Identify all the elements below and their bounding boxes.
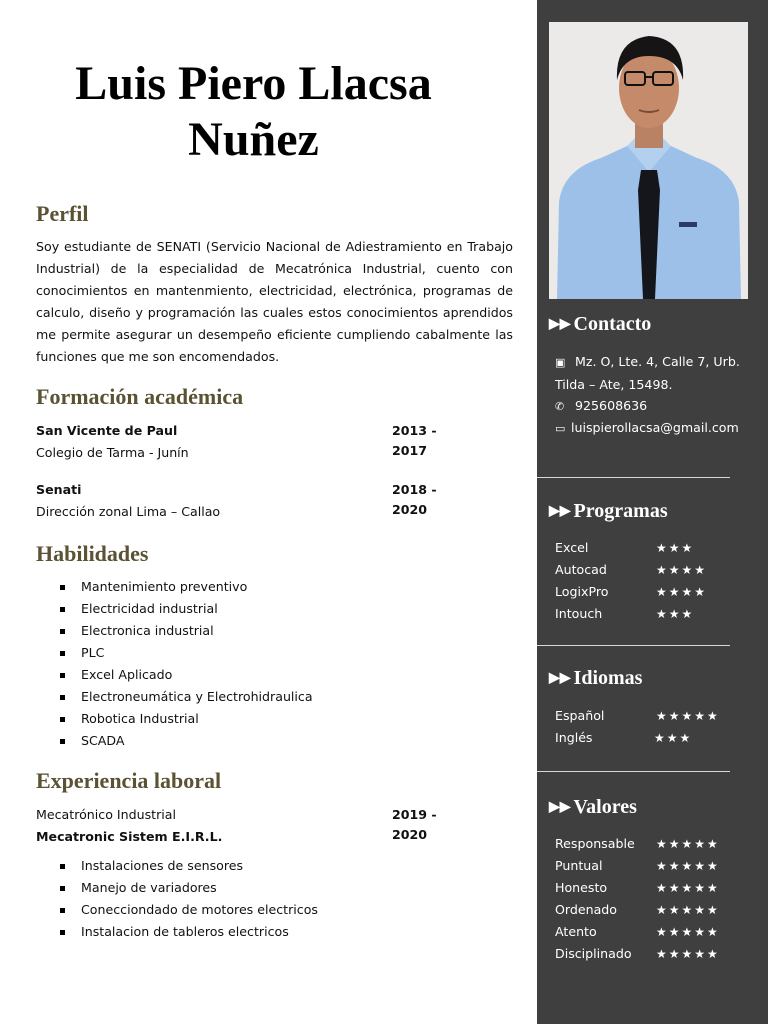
star-icon: ★★★★★ xyxy=(656,837,720,851)
star-icon: ★★★★★ xyxy=(656,859,720,873)
skills-title: Habilidades xyxy=(36,541,149,566)
skills-list xyxy=(36,576,313,752)
contact-title: ▶▶ Contacto xyxy=(549,313,652,335)
education-title: Formación académica xyxy=(36,384,244,409)
contact-phone: ✆ 925608636 xyxy=(555,395,647,418)
main-column xyxy=(36,0,513,1024)
experience-role: Mecatrónico Industrial xyxy=(36,807,176,822)
education-school: Senati xyxy=(36,482,82,497)
skill-item: Electricidad industrial xyxy=(36,598,313,620)
email-icon: ▭ xyxy=(555,422,566,435)
languages-title: ▶▶ Idiomas xyxy=(549,667,643,689)
person-name xyxy=(36,56,471,168)
experience-years: 2019 - 2020 xyxy=(392,807,437,842)
person-portrait-image xyxy=(549,22,748,299)
name-line-2: Nuñez xyxy=(188,113,319,166)
skill-item: PLC xyxy=(36,642,313,664)
divider xyxy=(537,477,730,478)
education-years: 2018 - 2020 xyxy=(392,482,437,517)
skill-item: Excel Aplicado xyxy=(36,664,313,686)
address-icon: ▣ xyxy=(555,356,566,369)
star-icon: ★★★★ xyxy=(656,563,708,577)
task-item: Manejo de variadores xyxy=(36,877,318,899)
task-item: Conecciondado de motores electricos xyxy=(36,899,318,921)
experience-title: Experiencia laboral xyxy=(36,768,222,793)
experience-company: Mecatronic Sistem E.I.R.L. xyxy=(36,829,223,844)
star-icon: ★★★★★ xyxy=(656,947,720,961)
star-icon: ★★★★★ xyxy=(656,709,720,723)
skill-item: Robotica Industrial xyxy=(36,708,313,730)
experience-task-list xyxy=(36,855,318,943)
contact-address: ▣ Mz. O, Lte. 4, Calle 7, Urb. Tilda – Ate, 15498. xyxy=(555,354,740,392)
task-item: Instalaciones de sensores xyxy=(36,855,318,877)
education-detail: Colegio de Tarma - Junín xyxy=(36,445,189,460)
sidebar: ▶▶ Contacto ▣ Mz. O, Lte. 4, Calle 7, Urb. Tilda – Ate, 15498. ✆ 925608636 ▭ luispierollacsa@gmail.com ▶▶ Programas Excel ★★★ Autocad ★★★★ LogixPro ★★★★ Intouch ★★★ ▶▶ Idiomas Español ★★★★★ Inglés ★★★ ▶▶ Valores Responsable ★★★★★ Puntual ★★★★★ Honesto ★★★★★ Ordenado ★★★★★ Atento ★★★★★ Disciplinado ★★★★★ xyxy=(537,0,768,1024)
education-school: San Vicente de Paul xyxy=(36,423,178,438)
star-icon: ★★★ xyxy=(656,607,695,621)
profile-text: Soy estudiante de SENATI (Servicio Nacional de Adiestramiento en Trabajo Industrial) de la especialidad de Mecatrónica Industrial, cuento con conocimientos en mantenmiento, electricidad, electrónica, programas de calculo, diseño y programación las cuales estos conocimientos aprendidos me permite asegurar un desempeño eficiente cumpliendo cabalmente las funciones que me son encomendados. xyxy=(36,239,513,364)
skill-item: Mantenimiento preventivo xyxy=(36,576,313,598)
star-icon: ★★★★ xyxy=(656,585,708,599)
phone-icon: ✆ xyxy=(555,400,565,413)
programs-title: ▶▶ Programas xyxy=(549,500,668,522)
star-icon: ★★★ xyxy=(656,541,695,555)
task-item: Instalacion de tableros electricos xyxy=(36,921,318,943)
divider xyxy=(537,645,730,646)
education-detail: Dirección zonal Lima – Callao xyxy=(36,504,221,519)
skill-item: Electronica industrial xyxy=(36,620,313,642)
education-years: 2013 - 2017 xyxy=(392,423,437,458)
star-icon: ★★★★★ xyxy=(656,925,720,939)
contact-email[interactable]: ▭ luispierollacsa@gmail.com xyxy=(555,417,739,440)
star-icon: ★★★★★ xyxy=(656,903,720,917)
values-title: ▶▶ Valores xyxy=(549,796,637,818)
profile-title: Perfil xyxy=(36,201,89,226)
star-icon: ★★★ xyxy=(654,731,693,745)
name-line-1: Luis Piero Llacsa xyxy=(75,57,432,110)
divider xyxy=(537,771,730,772)
star-icon: ★★★★★ xyxy=(656,881,720,895)
profile-photo xyxy=(549,22,748,299)
skill-item: SCADA xyxy=(36,730,313,752)
skill-item: Electroneumática y Electrohidraulica xyxy=(36,686,313,708)
